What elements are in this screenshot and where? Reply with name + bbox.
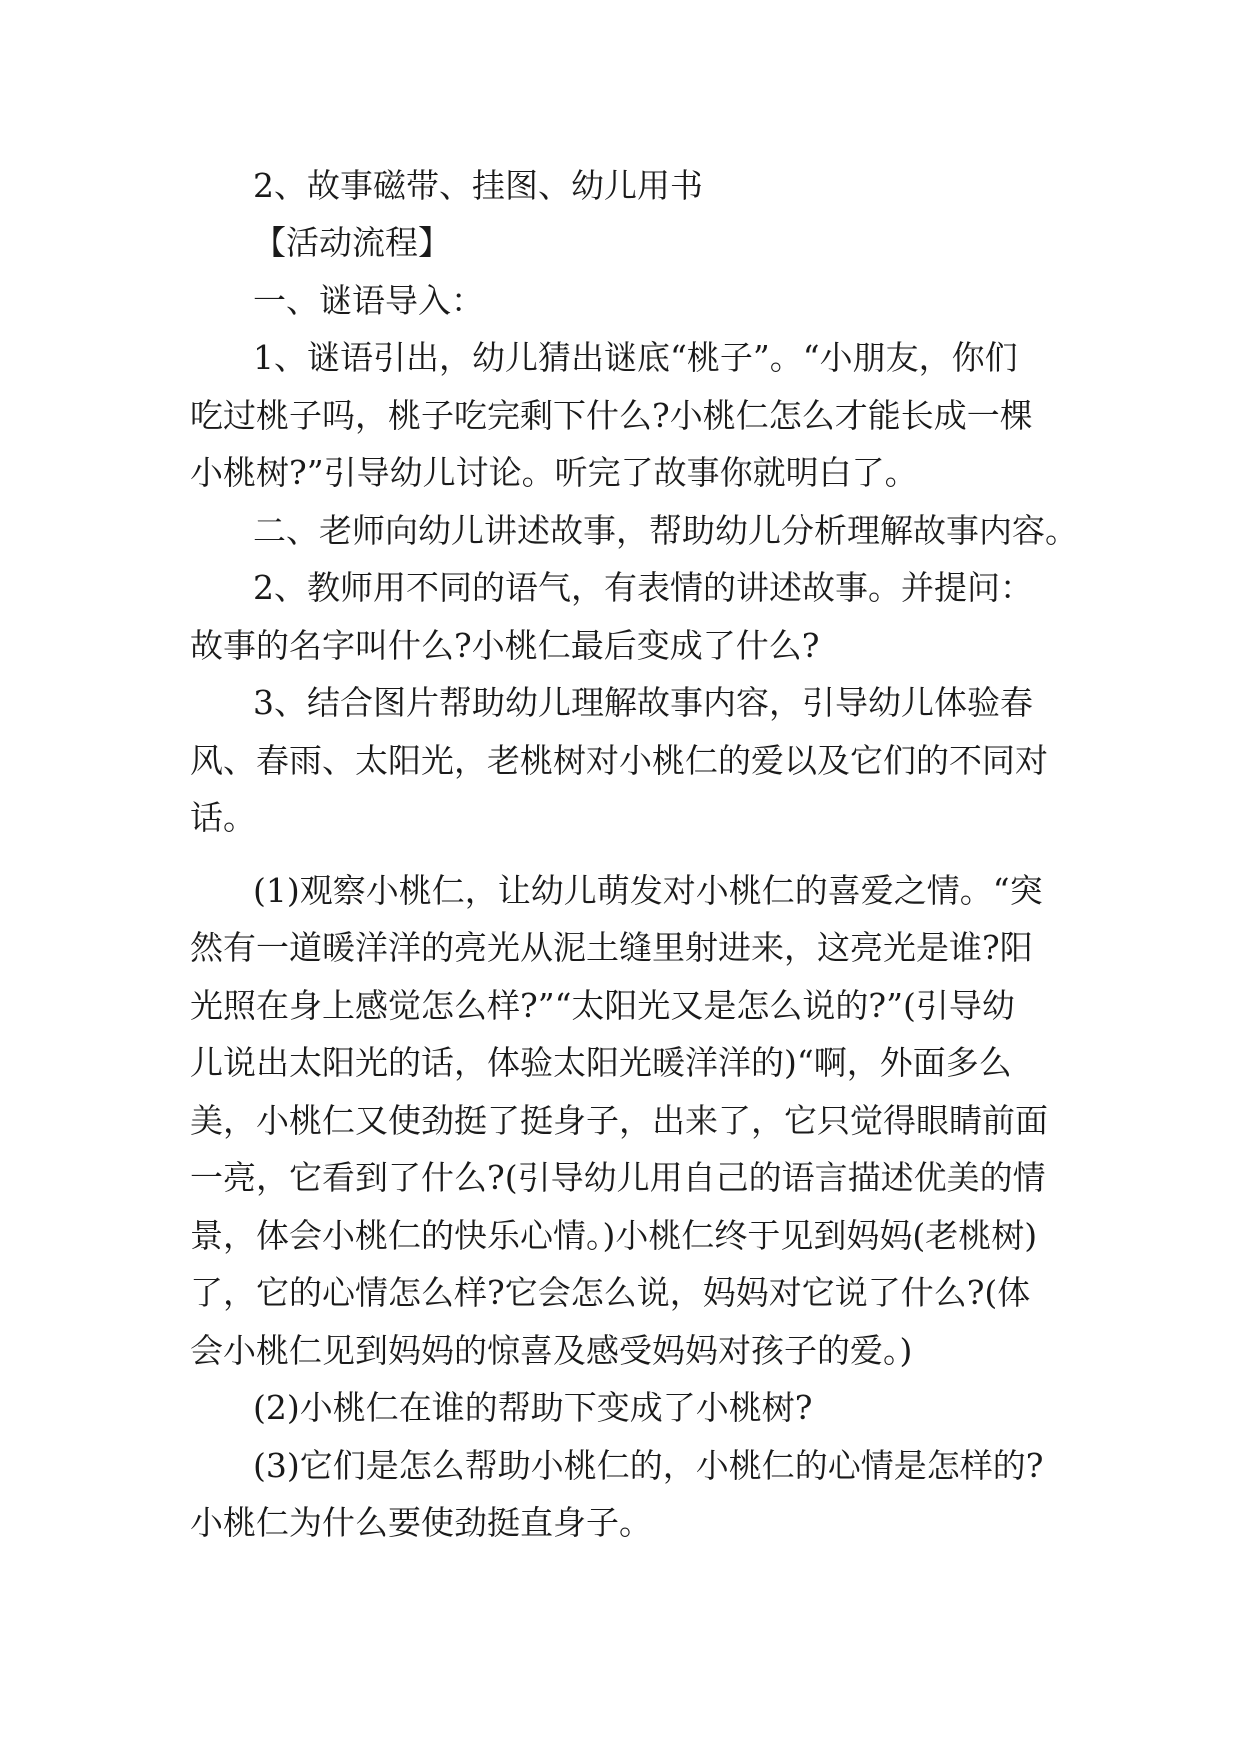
text-line: 小桃树?”引导幼儿讨论。听完了故事你就明白了。 xyxy=(190,453,918,492)
text-line: 1、谜语引出，幼儿猜出谜底“桃子”。“小朋友，你们 xyxy=(253,338,1018,377)
text-line: (1)观察小桃仁，让幼儿萌发对小桃仁的喜爱之情。“突 xyxy=(253,871,1043,910)
text-line: 风、春雨、太阳光，老桃树对小桃仁的爱以及它们的不同对 xyxy=(190,741,1048,780)
section-heading: 【活动流程】 xyxy=(253,223,451,262)
text-line: 故事的名字叫什么?小桃仁最后变成了什么? xyxy=(190,626,820,665)
text-line: (3)它们是怎么帮助小桃仁的，小桃仁的心情是怎样的? xyxy=(253,1446,1044,1485)
text-line: 2、故事磁带、挂图、幼儿用书 xyxy=(253,166,703,205)
text-line: 吃过桃子吗，桃子吃完剩下什么?小桃仁怎么才能长成一棵 xyxy=(190,396,1033,435)
text-line: 一亮，它看到了什么?(引导幼儿用自己的语言描述优美的情 xyxy=(190,1158,1046,1197)
text-line: 2、教师用不同的语气，有表情的讲述故事。并提问： xyxy=(253,568,1033,607)
text-line: 小桃仁为什么要使劲挺直身子。 xyxy=(190,1503,652,1542)
text-line: 景，体会小桃仁的快乐心情。)小桃仁终于见到妈妈(老桃树) xyxy=(190,1216,1038,1255)
text-line: 然有一道暖洋洋的亮光从泥土缝里射进来，这亮光是谁?阳 xyxy=(190,928,1033,967)
text-line: 光照在身上感觉怎么样?”“太阳光又是怎么说的?”(引导幼 xyxy=(190,986,1015,1025)
text-line: 会小桃仁见到妈妈的惊喜及感受妈妈对孩子的爱。) xyxy=(190,1331,913,1370)
subsection-heading: 二、老师向幼儿讲述故事，帮助幼儿分析理解故事内容。 xyxy=(253,511,1078,550)
text-line: 美，小桃仁又使劲挺了挺身子，出来了，它只觉得眼睛前面 xyxy=(190,1101,1048,1140)
text-line: 儿说出太阳光的话，体验太阳光暖洋洋的)“啊，外面多么 xyxy=(190,1043,1012,1082)
text-line: 3、结合图片帮助幼儿理解故事内容，引导幼儿体验春 xyxy=(253,683,1033,722)
text-line: 话。 xyxy=(190,798,256,837)
subsection-heading: 一、谜语导入： xyxy=(253,281,484,320)
text-line: (2)小桃仁在谁的帮助下变成了小桃树? xyxy=(253,1388,813,1427)
text-line: 了，它的心情怎么样?它会怎么说，妈妈对它说了什么?(体 xyxy=(190,1273,1031,1312)
